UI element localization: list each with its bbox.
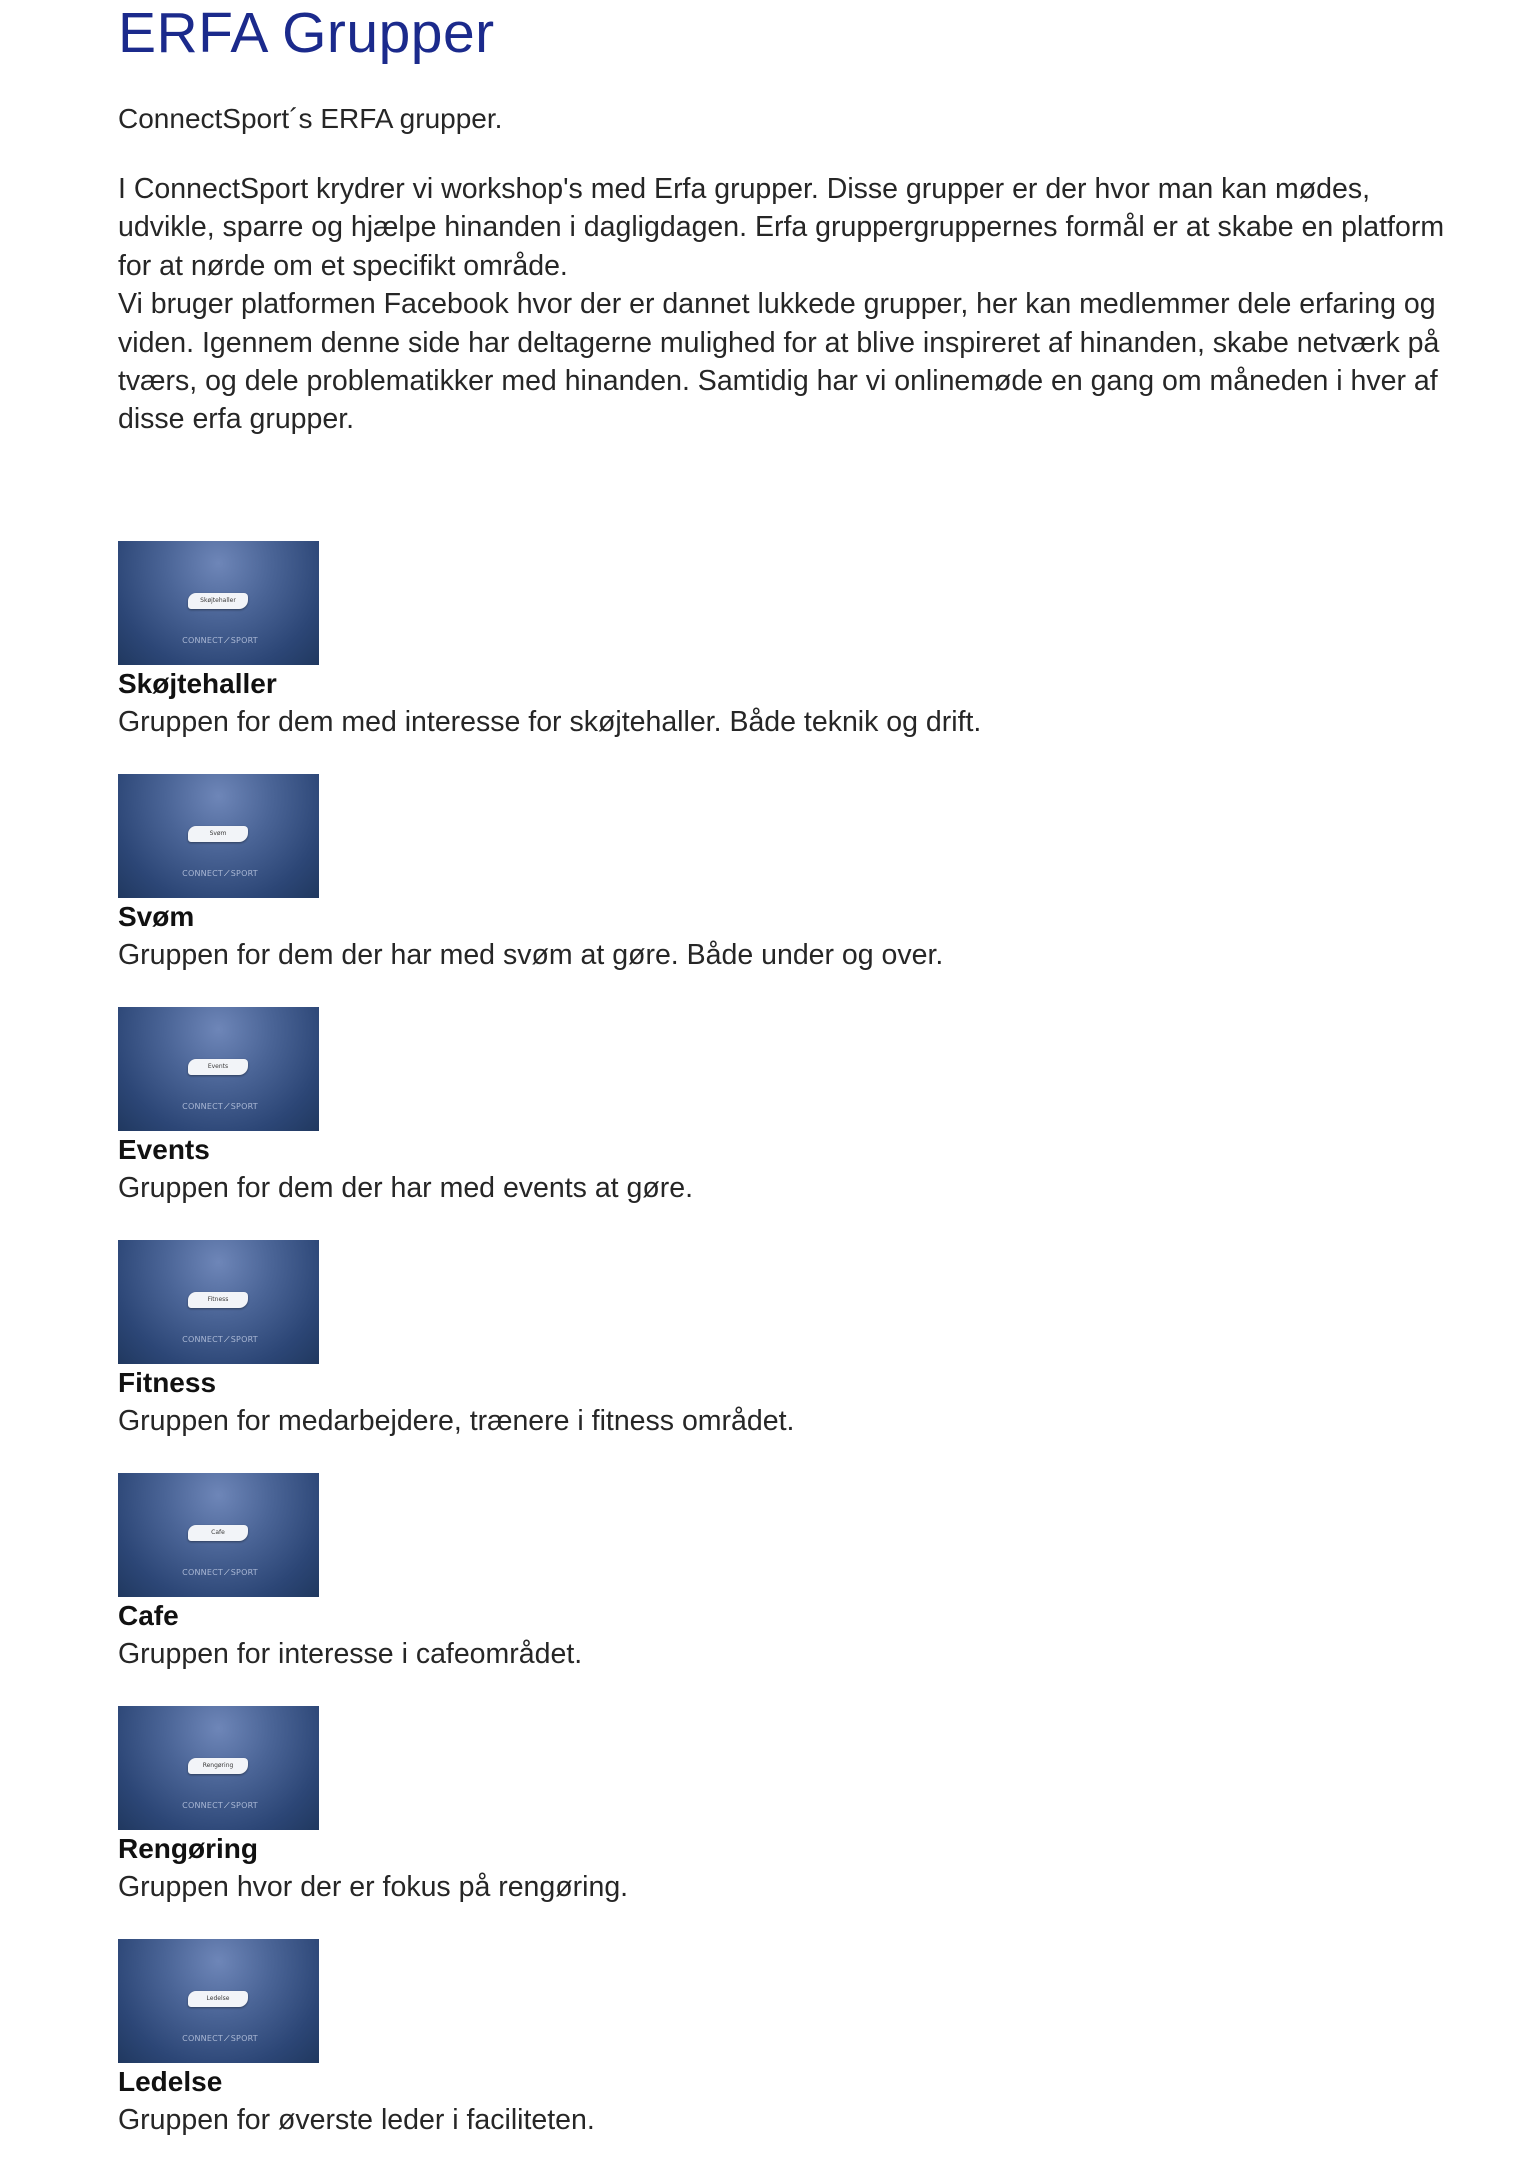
group-item-cafe [118, 1473, 1458, 1706]
group-name: Svøm [118, 901, 195, 932]
logo-text-left: CONNECT [182, 1801, 223, 1810]
group-thumbnail[interactable] [118, 1473, 319, 1597]
thumbnail-label: Svøm [188, 826, 248, 842]
logo-text-right: SPORT [230, 1102, 258, 1111]
logo-text-left: CONNECT [182, 1335, 223, 1344]
logo-text-right: SPORT [230, 869, 258, 878]
group-list [118, 541, 1458, 2172]
thumbnail-label: Ledelse [188, 1991, 248, 2007]
thumbnail-label: Cafe [188, 1525, 248, 1541]
group-thumbnail[interactable] [118, 1939, 319, 2063]
connectsport-logo [170, 2033, 270, 2045]
logo-mark-icon: ⟋ [223, 636, 230, 645]
connectsport-logo [170, 1334, 270, 1346]
logo-text-right: SPORT [230, 1801, 258, 1810]
logo-text-right: SPORT [230, 636, 258, 645]
group-item-fitness [118, 1240, 1458, 1473]
connectsport-logo [170, 868, 270, 880]
group-description: Gruppen for dem der har med events at gøre. [118, 1172, 694, 1204]
thumbnail-label: Fitness [188, 1292, 248, 1308]
logo-text-left: CONNECT [182, 1102, 223, 1111]
logo-mark-icon: ⟋ [223, 869, 230, 878]
connectsport-logo [170, 1567, 270, 1579]
group-item-rengoring [118, 1706, 1458, 1939]
logo-mark-icon: ⟋ [223, 1335, 230, 1344]
page-title: ERFA Grupper [118, 1, 495, 65]
group-description: Gruppen hvor der er fokus på rengøring. [118, 1871, 629, 1903]
logo-text-right: SPORT [230, 1335, 258, 1344]
connectsport-logo [170, 1800, 270, 1812]
group-description: Gruppen for medarbejdere, trænere i fitness området. [118, 1405, 795, 1437]
connectsport-logo [170, 635, 270, 647]
intro-paragraph: Vi bruger platformen Facebook hvor der er dannet lukkede grupper, her kan medlemmer dele erfaring og viden. Igennem denne side har deltagerne mulighed for at blive inspireret af hinanden, skabe netværk på tværs, og dele problematikker med hinanden. Samtidig har vi onlinemøde en gang om måneden i hver af disse erfa grupper. [118, 288, 1440, 436]
logo-mark-icon: ⟋ [223, 1102, 230, 1111]
group-description: Gruppen for dem med interesse for skøjtehaller. Både teknik og drift. [118, 706, 982, 738]
connectsport-logo [170, 1101, 270, 1113]
intro-paragraph: I ConnectSport krydrer vi workshop's med Erfa grupper. Disse grupper er der hvor man kan mødes, udvikle, sparre og hjælpe hinanden i dagligdagen. Erfa gruppergruppernes formål er at skabe en platform for at nørde om et specifikt område. [118, 173, 1445, 282]
logo-text-left: CONNECT [182, 869, 223, 878]
group-item-ledelse [118, 1939, 1458, 2172]
group-item-svom [118, 774, 1458, 1007]
group-thumbnail[interactable] [118, 1240, 319, 1364]
group-item-skojtehaller [118, 541, 1458, 774]
logo-text-right: SPORT [230, 1568, 258, 1577]
group-name: Events [118, 1134, 210, 1165]
group-thumbnail[interactable] [118, 541, 319, 665]
thumbnail-label: Skøjtehaller [188, 593, 248, 609]
thumbnail-label: Events [188, 1059, 248, 1075]
logo-mark-icon: ⟋ [223, 1801, 230, 1810]
group-thumbnail[interactable] [118, 1007, 319, 1131]
page-subtitle: ConnectSport´s ERFA grupper. [118, 103, 503, 134]
group-name: Fitness [118, 1367, 217, 1398]
group-name: Cafe [118, 1600, 179, 1631]
logo-text-left: CONNECT [182, 2034, 223, 2043]
group-item-events [118, 1007, 1458, 1240]
group-name: Skøjtehaller [118, 668, 277, 699]
group-description: Gruppen for interesse i cafeområdet. [118, 1638, 583, 1670]
group-thumbnail[interactable] [118, 1706, 319, 1830]
group-name: Rengøring [118, 1833, 258, 1864]
logo-text-left: CONNECT [182, 636, 223, 645]
logo-mark-icon: ⟋ [223, 2034, 230, 2043]
logo-text-right: SPORT [230, 2034, 258, 2043]
logo-text-left: CONNECT [182, 1568, 223, 1577]
logo-mark-icon: ⟋ [223, 1568, 230, 1577]
group-thumbnail[interactable] [118, 774, 319, 898]
intro-text [118, 170, 1458, 439]
group-name: Ledelse [118, 2066, 223, 2097]
group-description: Gruppen for øverste leder i faciliteten. [118, 2104, 595, 2136]
group-description: Gruppen for dem der har med svøm at gøre. Både under og over. [118, 939, 944, 971]
thumbnail-label: Rengøring [188, 1758, 248, 1774]
